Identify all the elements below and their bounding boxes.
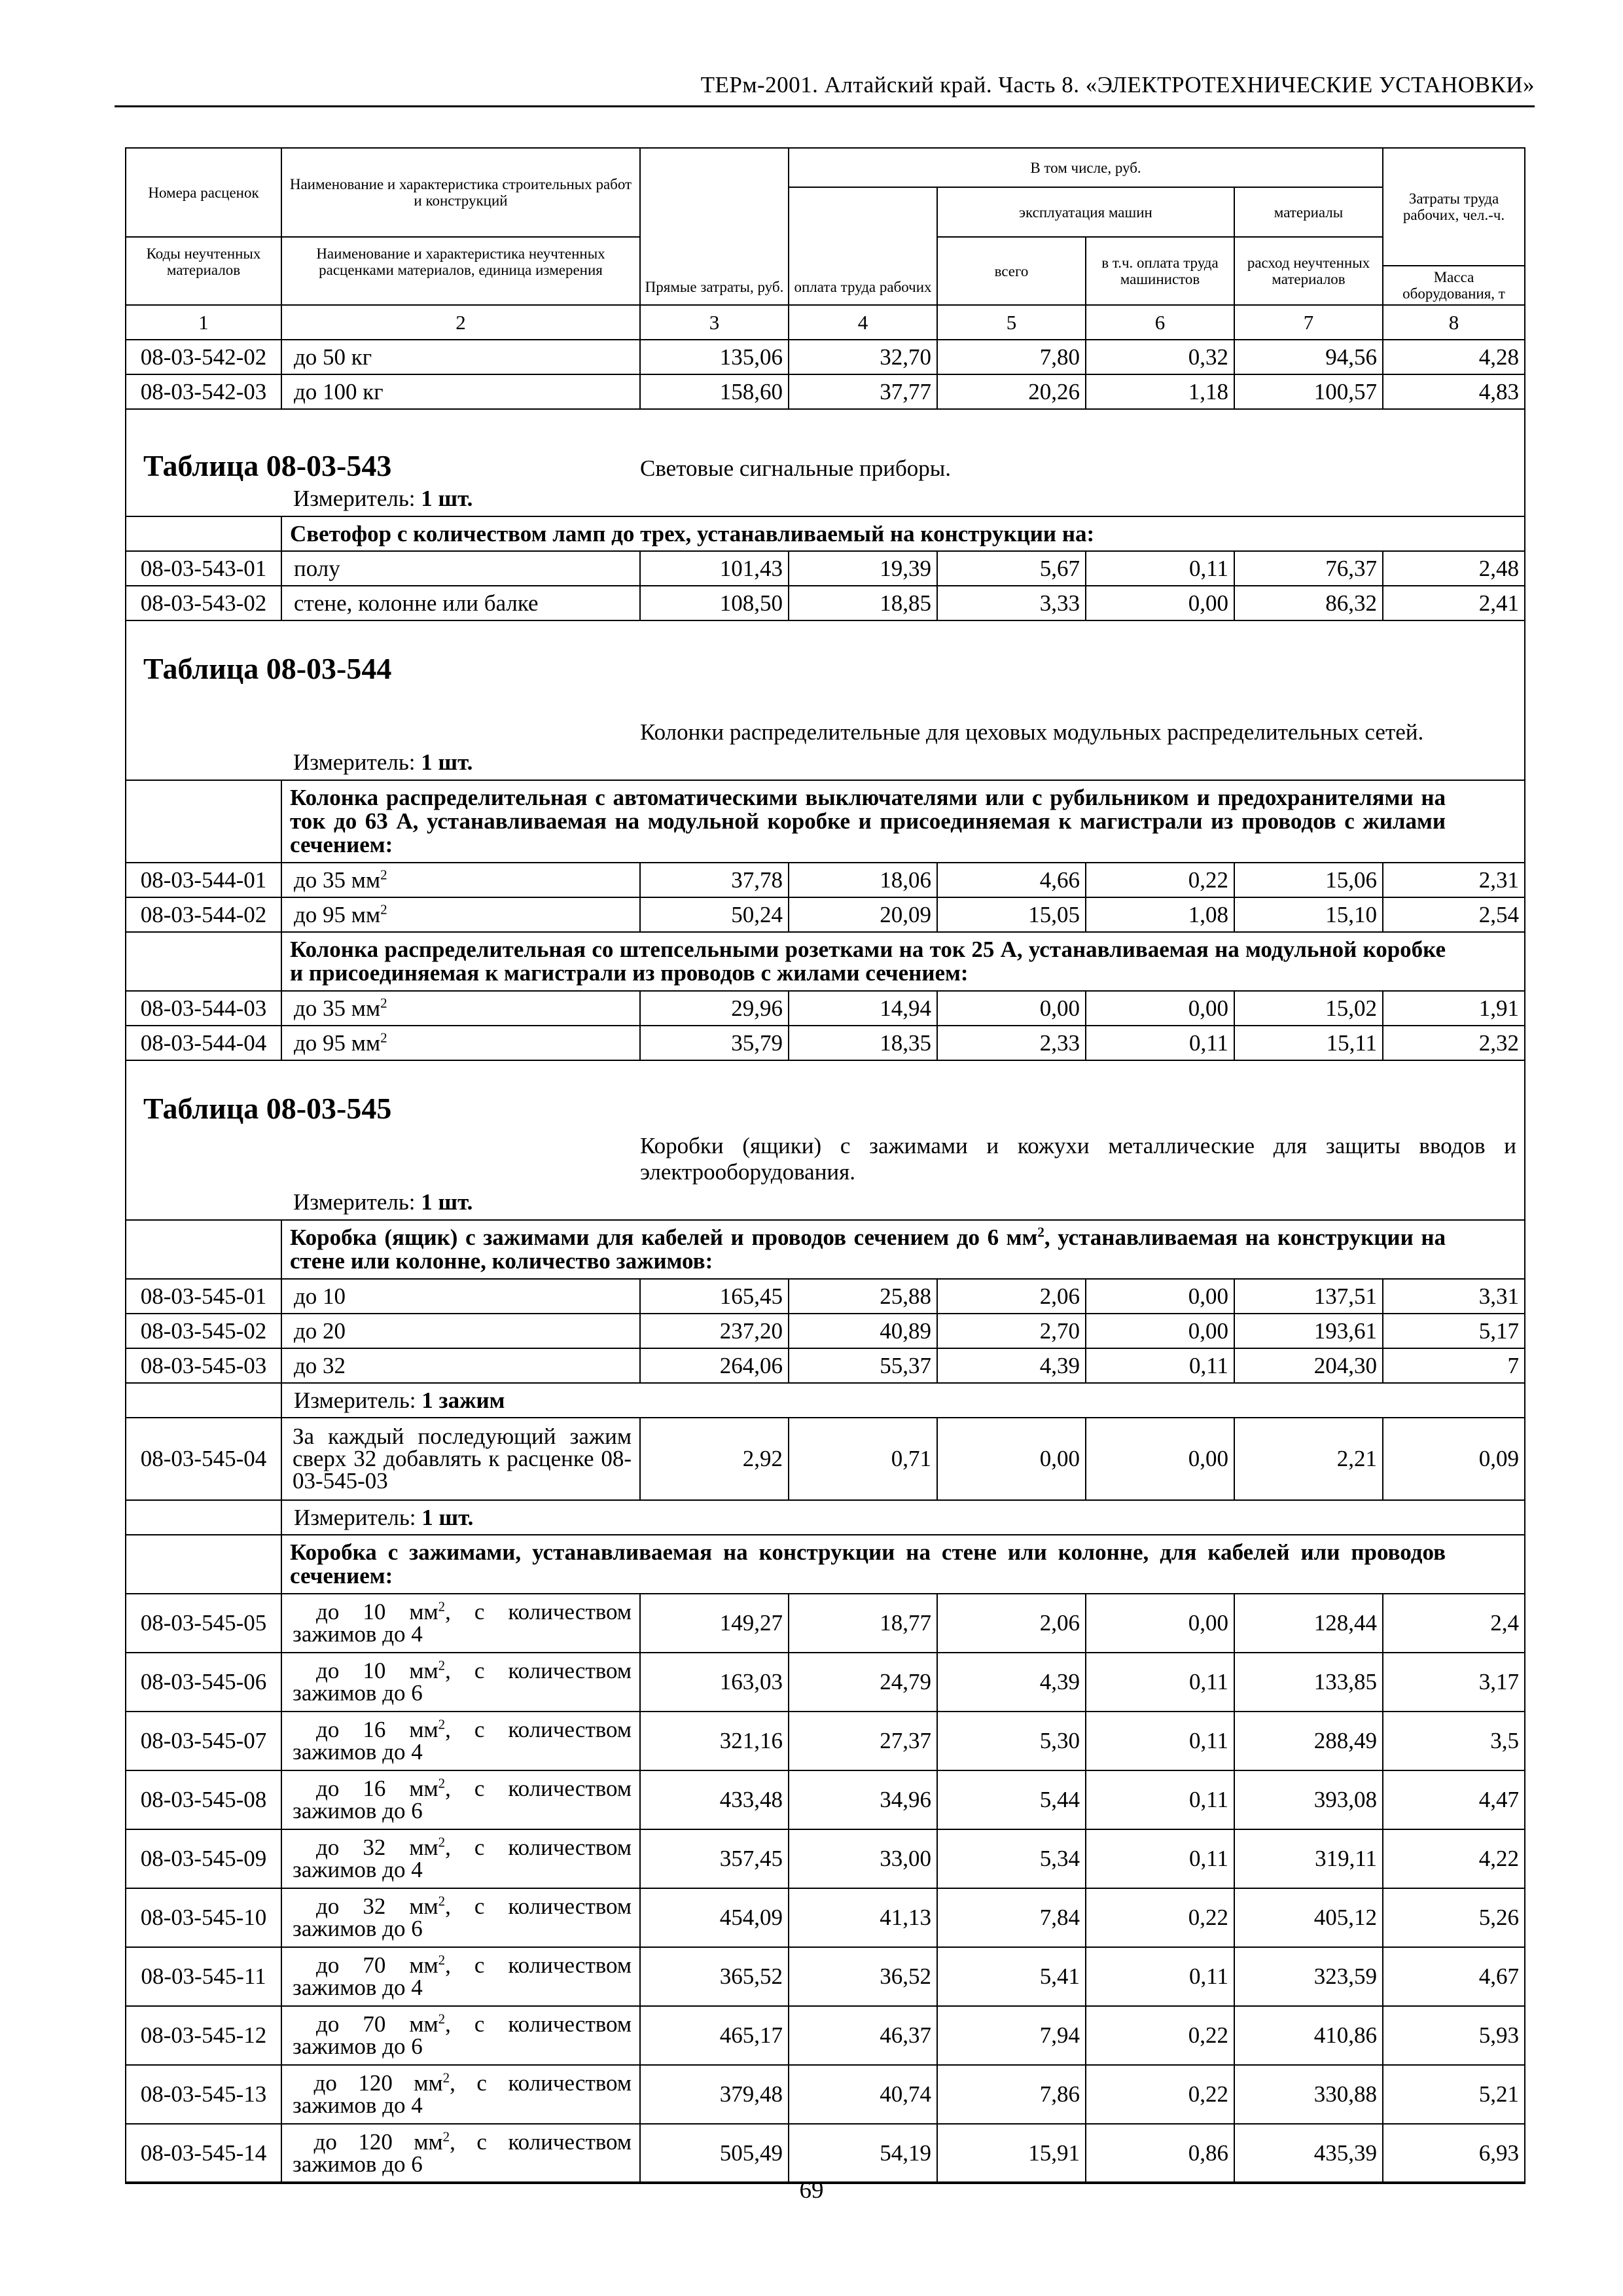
materials: 137,51: [1234, 1279, 1383, 1314]
machines-total: 15,05: [937, 897, 1086, 932]
materials: 2,21: [1234, 1418, 1383, 1500]
superscript-2: 2: [438, 2011, 446, 2027]
labor-cost: 4,67: [1383, 1947, 1525, 2006]
labor-cost: 2,32: [1383, 1026, 1525, 1060]
rate-name: стене, колонне или балке: [281, 586, 640, 620]
materials: 128,44: [1234, 1594, 1383, 1653]
rate-code: 08-03-544-01: [126, 863, 281, 897]
machines-total: 2,70: [937, 1314, 1086, 1348]
materials: 330,88: [1234, 2065, 1383, 2124]
labor-cost: 4,47: [1383, 1770, 1525, 1829]
rate-code: 08-03-544-04: [126, 1026, 281, 1060]
machinists-pay: 0,00: [1086, 1594, 1234, 1653]
labor-pay: 27,37: [789, 1712, 937, 1770]
superscript-2: 2: [380, 994, 387, 1011]
superscript-2: 2: [438, 1893, 446, 1909]
page-number: 69: [799, 2177, 824, 2204]
rate-code: 08-03-545-04: [126, 1418, 281, 1500]
rate-name-b: , с количеством зажимов до 6: [293, 1658, 632, 1706]
table-row: [126, 2124, 1525, 2183]
rate-code: 08-03-545-07: [126, 1712, 281, 1770]
labor-pay: 0,71: [789, 1418, 937, 1500]
direct-cost: 465,17: [640, 2006, 789, 2065]
measure-unit: 1 зажим: [421, 1387, 505, 1413]
direct-cost: 29,96: [640, 991, 789, 1026]
rates-table: [125, 147, 1525, 2184]
rate-name-a: до 32 мм: [316, 1893, 438, 1919]
rate-name: полу: [281, 551, 640, 586]
labor-cost: 2,41: [1383, 586, 1525, 620]
rate-name-b: , с количеством зажимов до 4: [293, 1717, 632, 1765]
direct-cost: 108,50: [640, 586, 789, 620]
measure-unit: 1 шт.: [421, 1189, 473, 1215]
materials: 410,86: [1234, 2006, 1383, 2065]
rate-code: 08-03-545-12: [126, 2006, 281, 2065]
col2-bottom: Наименование и характеристика неучтенных расценками материалов, единица измерения: [281, 237, 640, 305]
labor-pay: 46,37: [789, 2006, 937, 2065]
rate-name: до 50 кг: [281, 340, 640, 374]
labor-pay: 24,79: [789, 1653, 937, 1712]
machinists-pay: 0,11: [1086, 1947, 1234, 2006]
incl-head: В том числе, руб.: [789, 148, 1383, 187]
labor-cost: 1,91: [1383, 991, 1525, 1026]
machines-total: 5,34: [937, 1829, 1086, 1888]
labor-cost: 2,31: [1383, 863, 1525, 897]
col-num: 1: [126, 305, 281, 340]
labor-cost: 4,22: [1383, 1829, 1525, 1888]
labor-pay: 54,19: [789, 2124, 937, 2183]
rate-code: 08-03-544-02: [126, 897, 281, 932]
labor-pay: 19,39: [789, 551, 937, 586]
measure-unit: 1 шт.: [421, 1504, 474, 1530]
rate-name-b: , с количеством зажимов до 4: [293, 1952, 632, 2000]
materials: 435,39: [1234, 2124, 1383, 2183]
table-row: [126, 1279, 1525, 1314]
col2-top: Наименование и характеристика строительных работ и конструкций: [281, 148, 640, 237]
measure-unit: 1 шт.: [421, 749, 473, 775]
machinists-pay: 0,11: [1086, 1348, 1234, 1383]
machines-total: 2,33: [937, 1026, 1086, 1060]
measure-row: [126, 745, 1525, 780]
machinists-pay: 0,32: [1086, 340, 1234, 374]
col-num: 3: [640, 305, 789, 340]
machines-total: 7,86: [937, 2065, 1086, 2124]
direct-cost: 101,43: [640, 551, 789, 586]
materials: 393,08: [1234, 1770, 1383, 1829]
superscript-2: 2: [438, 1952, 446, 1968]
table-row: [126, 1418, 1525, 1500]
machines-head: эксплуатация машин: [937, 187, 1234, 237]
labor-cost: 5,17: [1383, 1314, 1525, 1348]
rate-name-a: до 120 мм: [313, 2070, 443, 2096]
table-row: [126, 1594, 1525, 1653]
measure-label: Измеритель:: [293, 486, 416, 511]
machines-total: 5,30: [937, 1712, 1086, 1770]
rate-name-a: до 16 мм: [316, 1776, 438, 1801]
group-caption-b: , устанавливаемая на конструкции на стене или колонне, количество зажимов:: [290, 1225, 1446, 1274]
direct-cost: 237,20: [640, 1314, 789, 1348]
col-num: 5: [937, 305, 1086, 340]
rate-code: 08-03-545-06: [126, 1653, 281, 1712]
labor-cost: 5,26: [1383, 1888, 1525, 1947]
table-title: Световые сигнальные приборы.: [640, 409, 1525, 482]
superscript-2: 2: [380, 1029, 387, 1045]
rate-name-b: , с количеством зажимов до 6: [293, 2128, 632, 2177]
direct-cost: 2,92: [640, 1418, 789, 1500]
equipment-mass-head: Масса оборудования, т: [1383, 266, 1525, 305]
labor-pay-head: оплата труда рабочих: [789, 187, 937, 305]
group-row: [126, 932, 1525, 991]
rate-name-a: до 10 мм: [316, 1658, 438, 1683]
group-row: [126, 780, 1525, 863]
labor-cost: 2,48: [1383, 551, 1525, 586]
table-title-row: [126, 620, 1525, 745]
labor-pay: 18,35: [789, 1026, 937, 1060]
machinists-pay: 0,11: [1086, 551, 1234, 586]
measure-label: Измеритель:: [294, 1504, 416, 1530]
direct-cost: 264,06: [640, 1348, 789, 1383]
materials: 86,32: [1234, 586, 1383, 620]
table-row: [126, 1770, 1525, 1829]
direct-cost: 158,60: [640, 374, 789, 409]
superscript-2: 2: [380, 901, 387, 917]
table-row: [126, 897, 1525, 932]
machines-total: 3,33: [937, 586, 1086, 620]
table-row: [126, 1712, 1525, 1770]
labor-pay: 18,77: [789, 1594, 937, 1653]
superscript-2: 2: [1037, 1224, 1044, 1240]
labor-cost: 5,21: [1383, 2065, 1525, 2124]
rate-name: За каждый последующий зажим сверх 32 добавлять к расценке 08-03-545-03: [281, 1418, 640, 1500]
labor-pay: 36,52: [789, 1947, 937, 2006]
direct-cost: 50,24: [640, 897, 789, 932]
labor-pay: 32,70: [789, 340, 937, 374]
labor-cost-head: Затраты труда рабочих, чел.-ч.: [1383, 148, 1525, 266]
table-title-row: [126, 409, 1525, 482]
machines-total: 4,66: [937, 863, 1086, 897]
running-header: [115, 71, 1535, 107]
labor-pay: 37,77: [789, 374, 937, 409]
rate-name-a: до 10 мм: [316, 1599, 438, 1624]
labor-pay: 33,00: [789, 1829, 937, 1888]
column-numbers-row: [126, 305, 1525, 340]
machinists-pay: 0,22: [1086, 863, 1234, 897]
materials: 94,56: [1234, 340, 1383, 374]
table-number: Таблица 08-03-543: [143, 449, 392, 482]
labor-pay: 18,85: [789, 586, 937, 620]
machinists-pay: 0,00: [1086, 1418, 1234, 1500]
machinists-pay: 0,11: [1086, 1712, 1234, 1770]
measure-row: [126, 482, 1525, 516]
rate-code: 08-03-545-05: [126, 1594, 281, 1653]
group-caption: Коробка с зажимами, устанавливаемая на конструкции на стене или колонне, для кабелей или проводов сечением:: [281, 1535, 1525, 1594]
table-number: Таблица 08-03-545: [143, 1092, 392, 1125]
direct-cost: 379,48: [640, 2065, 789, 2124]
labor-pay: 25,88: [789, 1279, 937, 1314]
labor-cost: 7: [1383, 1348, 1525, 1383]
superscript-2: 2: [380, 866, 387, 882]
machinists-pay: 1,18: [1086, 374, 1234, 409]
col-num: 8: [1383, 305, 1525, 340]
table-title-row: [126, 1060, 1525, 1185]
materials: 319,11: [1234, 1829, 1383, 1888]
materials: 15,10: [1234, 897, 1383, 932]
col-num: 7: [1234, 305, 1383, 340]
direct-cost: 37,78: [640, 863, 789, 897]
machines-total: 15,91: [937, 2124, 1086, 2183]
labor-cost: 6,93: [1383, 2124, 1525, 2183]
labor-pay: 55,37: [789, 1348, 937, 1383]
rate-name-b: , с количеством зажимов до 6: [293, 1893, 632, 1941]
superscript-2: 2: [442, 2128, 450, 2144]
rate-code: 08-03-545-09: [126, 1829, 281, 1888]
labor-cost: 5,93: [1383, 2006, 1525, 2065]
rate-name-b: , с количеством зажимов до 6: [293, 2011, 632, 2059]
machines-total: 7,94: [937, 2006, 1086, 2065]
rate-code: 08-03-545-01: [126, 1279, 281, 1314]
direct-cost: 149,27: [640, 1594, 789, 1653]
machinists-pay: 0,11: [1086, 1770, 1234, 1829]
rate-name: до 35 мм: [294, 867, 381, 893]
table-row: [126, 1888, 1525, 1947]
group-caption: Светофор с количеством ламп до трех, устанавливаемый на конструкции на:: [281, 516, 1525, 551]
rate-name: до 32: [281, 1348, 640, 1383]
machinists-pay: 0,11: [1086, 1653, 1234, 1712]
materials: 15,11: [1234, 1026, 1383, 1060]
labor-pay: 40,89: [789, 1314, 937, 1348]
table-row: [126, 2065, 1525, 2124]
table-row: [126, 1314, 1525, 1348]
labor-cost: 0,09: [1383, 1418, 1525, 1500]
materials: 15,02: [1234, 991, 1383, 1026]
rate-name-a: до 16 мм: [316, 1717, 438, 1742]
superscript-2: 2: [438, 1657, 446, 1674]
table-row: [126, 2006, 1525, 2065]
rate-name-b: , с количеством зажимов до 4: [293, 1835, 632, 1882]
labor-pay: 14,94: [789, 991, 937, 1026]
rate-name-b: , с количеством зажимов до 4: [293, 2070, 632, 2118]
rate-name-a: до 32 мм: [316, 1835, 438, 1860]
table-row: [126, 991, 1525, 1026]
group-caption: Колонка распределительная со штепсельными розетками на ток 25 А, устанавливаемая на модульной коробке и присоединяемая к магистрали из проводов с жилами сечением:: [281, 932, 1525, 991]
table-row: [126, 1829, 1525, 1888]
rate-name-a: до 70 мм: [316, 2011, 438, 2037]
rate-name: до 35 мм: [294, 995, 381, 1021]
machinists-pay: 0,11: [1086, 1026, 1234, 1060]
measure-label: Измеритель:: [293, 749, 416, 775]
materials-sub-head: расход неучтенных материалов: [1234, 237, 1383, 305]
materials: 323,59: [1234, 1947, 1383, 2006]
materials: 133,85: [1234, 1653, 1383, 1712]
rate-name: до 95 мм: [294, 1030, 381, 1056]
direct-cost: 135,06: [640, 340, 789, 374]
col-num: 6: [1086, 305, 1234, 340]
rate-code: 08-03-544-03: [126, 991, 281, 1026]
materials: 100,57: [1234, 374, 1383, 409]
direct-cost: 365,52: [640, 1947, 789, 2006]
machinists-pay: 0,00: [1086, 1314, 1234, 1348]
running-title: ТЕРм-2001. Алтайский край. Часть 8. «ЭЛЕКТРОТЕХНИЧЕСКИЕ УСТАНОВКИ»: [700, 72, 1535, 98]
measure-row: [126, 1185, 1525, 1220]
rate-name-a: до 70 мм: [316, 1952, 438, 1978]
rate-name: до 100 кг: [281, 374, 640, 409]
col-num: 4: [789, 305, 937, 340]
rate-name: до 20: [281, 1314, 640, 1348]
header-row-1: [126, 148, 1525, 187]
machines-total: 5,44: [937, 1770, 1086, 1829]
direct-cost: 505,49: [640, 2124, 789, 2183]
rate-code: 08-03-545-03: [126, 1348, 281, 1383]
col1-bottom: Коды неучтенных материалов: [126, 237, 281, 305]
group-caption-a: Коробка (ящик) с зажимами для кабелей и проводов сечением до 6 мм: [290, 1225, 1038, 1250]
table-row: [126, 1947, 1525, 2006]
col-num: 2: [281, 305, 640, 340]
group-caption: Колонка распределительная с автоматическими выключателями или с рубильником и предохранителями на ток до 63 А, устанавливаемая на модульной коробке и присоединяемая к магистрали из проводов с жилами сечением:: [281, 780, 1525, 863]
table-row: [126, 340, 1525, 374]
materials: 288,49: [1234, 1712, 1383, 1770]
machinists-pay: 0,22: [1086, 2006, 1234, 2065]
labor-cost: 3,17: [1383, 1653, 1525, 1712]
machinists-pay: 0,86: [1086, 2124, 1234, 2183]
rate-name-b: , с количеством зажимов до 4: [293, 1599, 632, 1647]
machines-total: 4,39: [937, 1348, 1086, 1383]
rate-name: до 95 мм: [294, 901, 381, 927]
table-number: Таблица 08-03-544: [143, 652, 392, 685]
labor-cost: 2,4: [1383, 1594, 1525, 1653]
col1-top: Номера расценок: [126, 148, 281, 237]
superscript-2: 2: [442, 2070, 450, 2086]
materials-head: материалы: [1234, 187, 1383, 237]
machines-total: 20,26: [937, 374, 1086, 409]
rate-name-b: , с количеством зажимов до 6: [293, 1776, 632, 1823]
table-title: Колонки распределительные для цеховых модульных распределительных сетей.: [640, 620, 1525, 745]
superscript-2: 2: [438, 1775, 446, 1791]
rate-code: 08-03-542-03: [126, 374, 281, 409]
machinists-pay: 0,00: [1086, 586, 1234, 620]
rate-name: до 10: [281, 1279, 640, 1314]
labor-pay: 18,06: [789, 863, 937, 897]
rate-name-a: до 120 мм: [313, 2128, 443, 2155]
machines-total: 7,84: [937, 1888, 1086, 1947]
rate-code: 08-03-543-02: [126, 586, 281, 620]
materials: 405,12: [1234, 1888, 1383, 1947]
rate-code: 08-03-545-14: [126, 2124, 281, 2183]
superscript-2: 2: [438, 1598, 446, 1615]
machines-total: 2,06: [937, 1594, 1086, 1653]
direct-cost: 321,16: [640, 1712, 789, 1770]
group-row: [126, 1220, 1525, 1279]
machines-total: 2,06: [937, 1279, 1086, 1314]
machinists-pay: 0,22: [1086, 2065, 1234, 2124]
materials: 15,06: [1234, 863, 1383, 897]
machines-total: 4,39: [937, 1653, 1086, 1712]
machines-total: 5,41: [937, 1947, 1086, 2006]
measure-row: [126, 1383, 1525, 1418]
rate-code: 08-03-543-01: [126, 551, 281, 586]
table-row: [126, 1026, 1525, 1060]
machinists-pay: 0,22: [1086, 1888, 1234, 1947]
labor-cost: 3,5: [1383, 1712, 1525, 1770]
rate-code: 08-03-545-08: [126, 1770, 281, 1829]
labor-cost: 4,83: [1383, 374, 1525, 409]
superscript-2: 2: [438, 1716, 446, 1732]
measure-row: [126, 1500, 1525, 1535]
direct-cost: 454,09: [640, 1888, 789, 1947]
materials: 204,30: [1234, 1348, 1383, 1383]
materials: 76,37: [1234, 551, 1383, 586]
table-title: Коробки (ящики) с зажимами и кожухи металлические для защиты вводов и электрооборудования.: [640, 1060, 1525, 1185]
labor-pay: 34,96: [789, 1770, 937, 1829]
measure-label: Измеритель:: [294, 1387, 416, 1413]
table-row: [126, 586, 1525, 620]
superscript-2: 2: [438, 1834, 446, 1850]
direct-cost: 163,03: [640, 1653, 789, 1712]
machinists-pay-head: в т.ч. оплата труда машинистов: [1086, 237, 1234, 305]
table-row: [126, 1653, 1525, 1712]
direct-cost: 357,45: [640, 1829, 789, 1888]
machinists-pay: 0,11: [1086, 1829, 1234, 1888]
machinists-pay: 1,08: [1086, 897, 1234, 932]
measure-unit: 1 шт.: [421, 486, 473, 511]
labor-cost: 2,54: [1383, 897, 1525, 932]
machines-total: 0,00: [937, 1418, 1086, 1500]
measure-label: Измеритель:: [293, 1189, 416, 1215]
machines-total: 5,67: [937, 551, 1086, 586]
direct-cost: 35,79: [640, 1026, 789, 1060]
rate-code: 08-03-545-10: [126, 1888, 281, 1947]
materials: 193,61: [1234, 1314, 1383, 1348]
col3-head: Прямые затраты, руб.: [640, 148, 789, 305]
labor-cost: 3,31: [1383, 1279, 1525, 1314]
table-row: [126, 551, 1525, 586]
labor-pay: 41,13: [789, 1888, 937, 1947]
rate-code: 08-03-542-02: [126, 340, 281, 374]
machines-total-head: всего: [937, 237, 1086, 305]
machinists-pay: 0,00: [1086, 1279, 1234, 1314]
group-row: [126, 516, 1525, 551]
direct-cost: 165,45: [640, 1279, 789, 1314]
direct-cost: 433,48: [640, 1770, 789, 1829]
table-row: [126, 374, 1525, 409]
machinists-pay: 0,00: [1086, 991, 1234, 1026]
labor-pay: 40,74: [789, 2065, 937, 2124]
group-row: [126, 1535, 1525, 1594]
table-row: [126, 1348, 1525, 1383]
labor-pay: 20,09: [789, 897, 937, 932]
rate-code: 08-03-545-11: [126, 1947, 281, 2006]
labor-cost: 4,28: [1383, 340, 1525, 374]
table-row: [126, 863, 1525, 897]
machines-total: 0,00: [937, 991, 1086, 1026]
rate-code: 08-03-545-02: [126, 1314, 281, 1348]
machines-total: 7,80: [937, 340, 1086, 374]
rate-code: 08-03-545-13: [126, 2065, 281, 2124]
